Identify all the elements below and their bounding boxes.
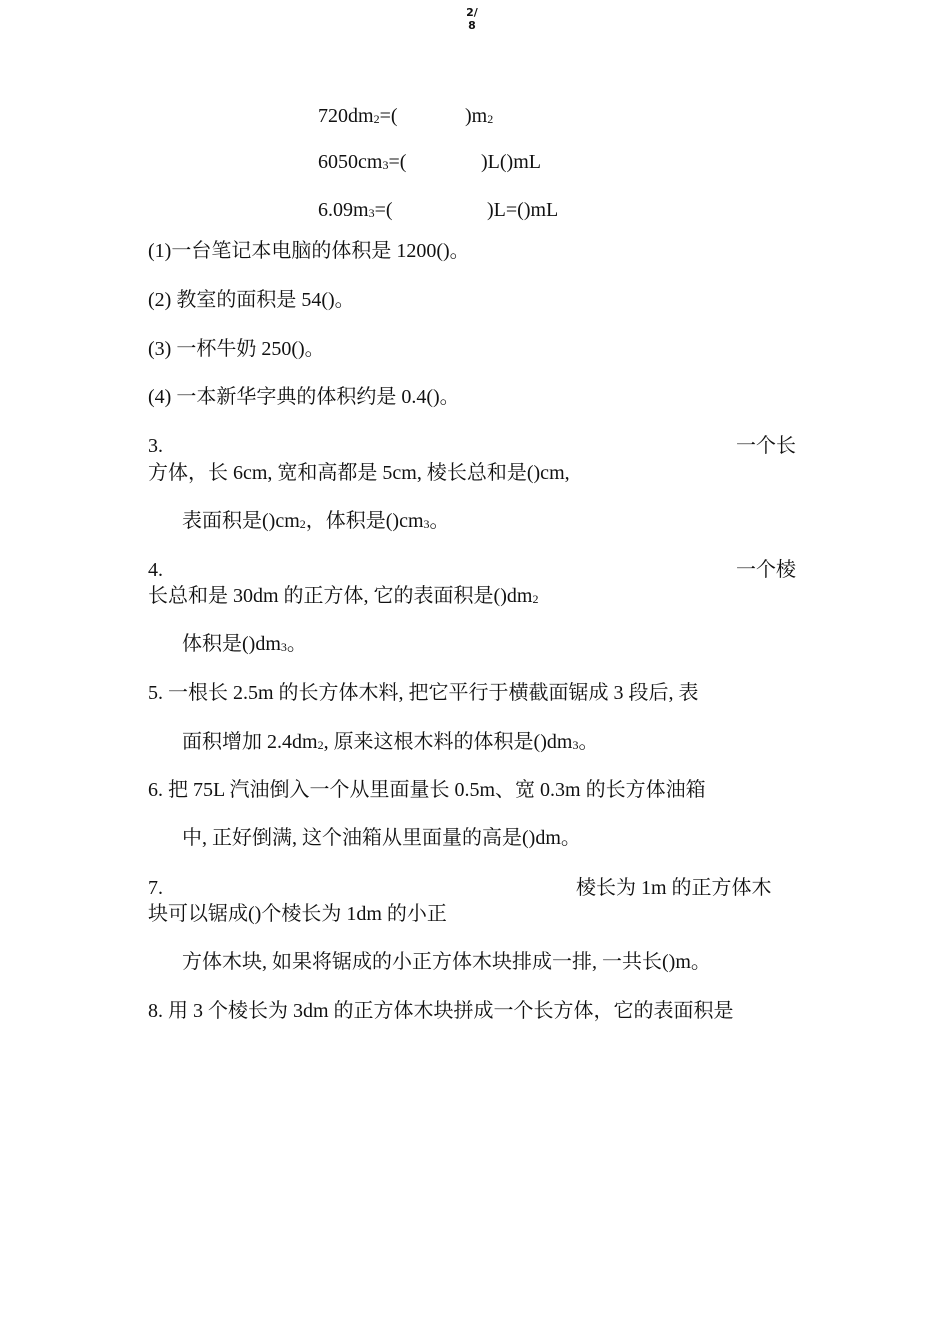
q8-line1: 8. 用 3 个棱长为 3dm 的正方体木块拼成一个长方体，它的表面积是	[148, 1000, 734, 1022]
conversion-3-right: )L=()mL	[487, 199, 559, 221]
page-number	[462, 6, 482, 32]
q7-number: 7.	[148, 877, 163, 899]
q5-line2: 面积增加 $2.4dm_2$, 原来这根木料的体积是$()dm_3$。	[182, 731, 599, 753]
conversion-1-left: $720dm_2=$(	[318, 105, 398, 127]
q3-line3: 表面积是$()cm_2$，体积是$()cm_3$。	[182, 510, 450, 532]
q7-line3: 方体木块, 如果将锯成的小正方体木块排成一排, 一共长()m。	[182, 951, 711, 973]
q6-line2: 中, 正好倒满, 这个油箱从里面量的高是()dm。	[182, 827, 581, 849]
q3-number: 3.	[148, 435, 163, 457]
units-item-1: (1)一台笔记本电脑的体积是 1200()。	[148, 240, 470, 262]
page-number-total: 8	[468, 19, 476, 32]
page-number-current: 2/	[466, 6, 478, 19]
units-item-4: (4) 一本新华字典的体积约是 0.4()。	[148, 386, 460, 408]
q3-line1-tail: 一个长	[736, 435, 796, 457]
q4-line1-tail: 一个棱	[736, 559, 796, 581]
conversion-2-right: )L()mL	[481, 151, 541, 173]
conversion-3-left: $6.09m_3=$(	[318, 199, 393, 221]
q7-line1-tail: 棱长为 1m 的正方体木	[576, 877, 772, 899]
q6-line1: 6. 把 75L 汽油倒入一个从里面量长 0.5m、宽 0.3m 的长方体油箱	[148, 779, 706, 801]
q4-line2: 长总和是 30dm 的正方体, 它的表面积是$()dm_2$	[148, 585, 539, 607]
q7-line2: 块可以锯成()个棱长为 1dm 的小正	[148, 903, 447, 925]
units-item-2: (2) 教室的面积是 54()。	[148, 289, 355, 311]
q4-number: 4.	[148, 559, 163, 581]
conversion-1-right: )$m_2$	[465, 105, 494, 127]
q5-line1: 5. 一根长 2.5m 的长方体木料, 把它平行于横截面锯成 3 段后, 表	[148, 682, 699, 704]
q3-line2: 方体，长 6cm, 宽和高都是 5cm, 棱长总和是()cm,	[148, 462, 570, 484]
q4-line3: 体积是$()dm_3$。	[182, 633, 307, 655]
units-item-3: (3) 一杯牛奶 250()。	[148, 338, 325, 360]
conversion-2-left: $6050cm_3=$(	[318, 151, 407, 173]
